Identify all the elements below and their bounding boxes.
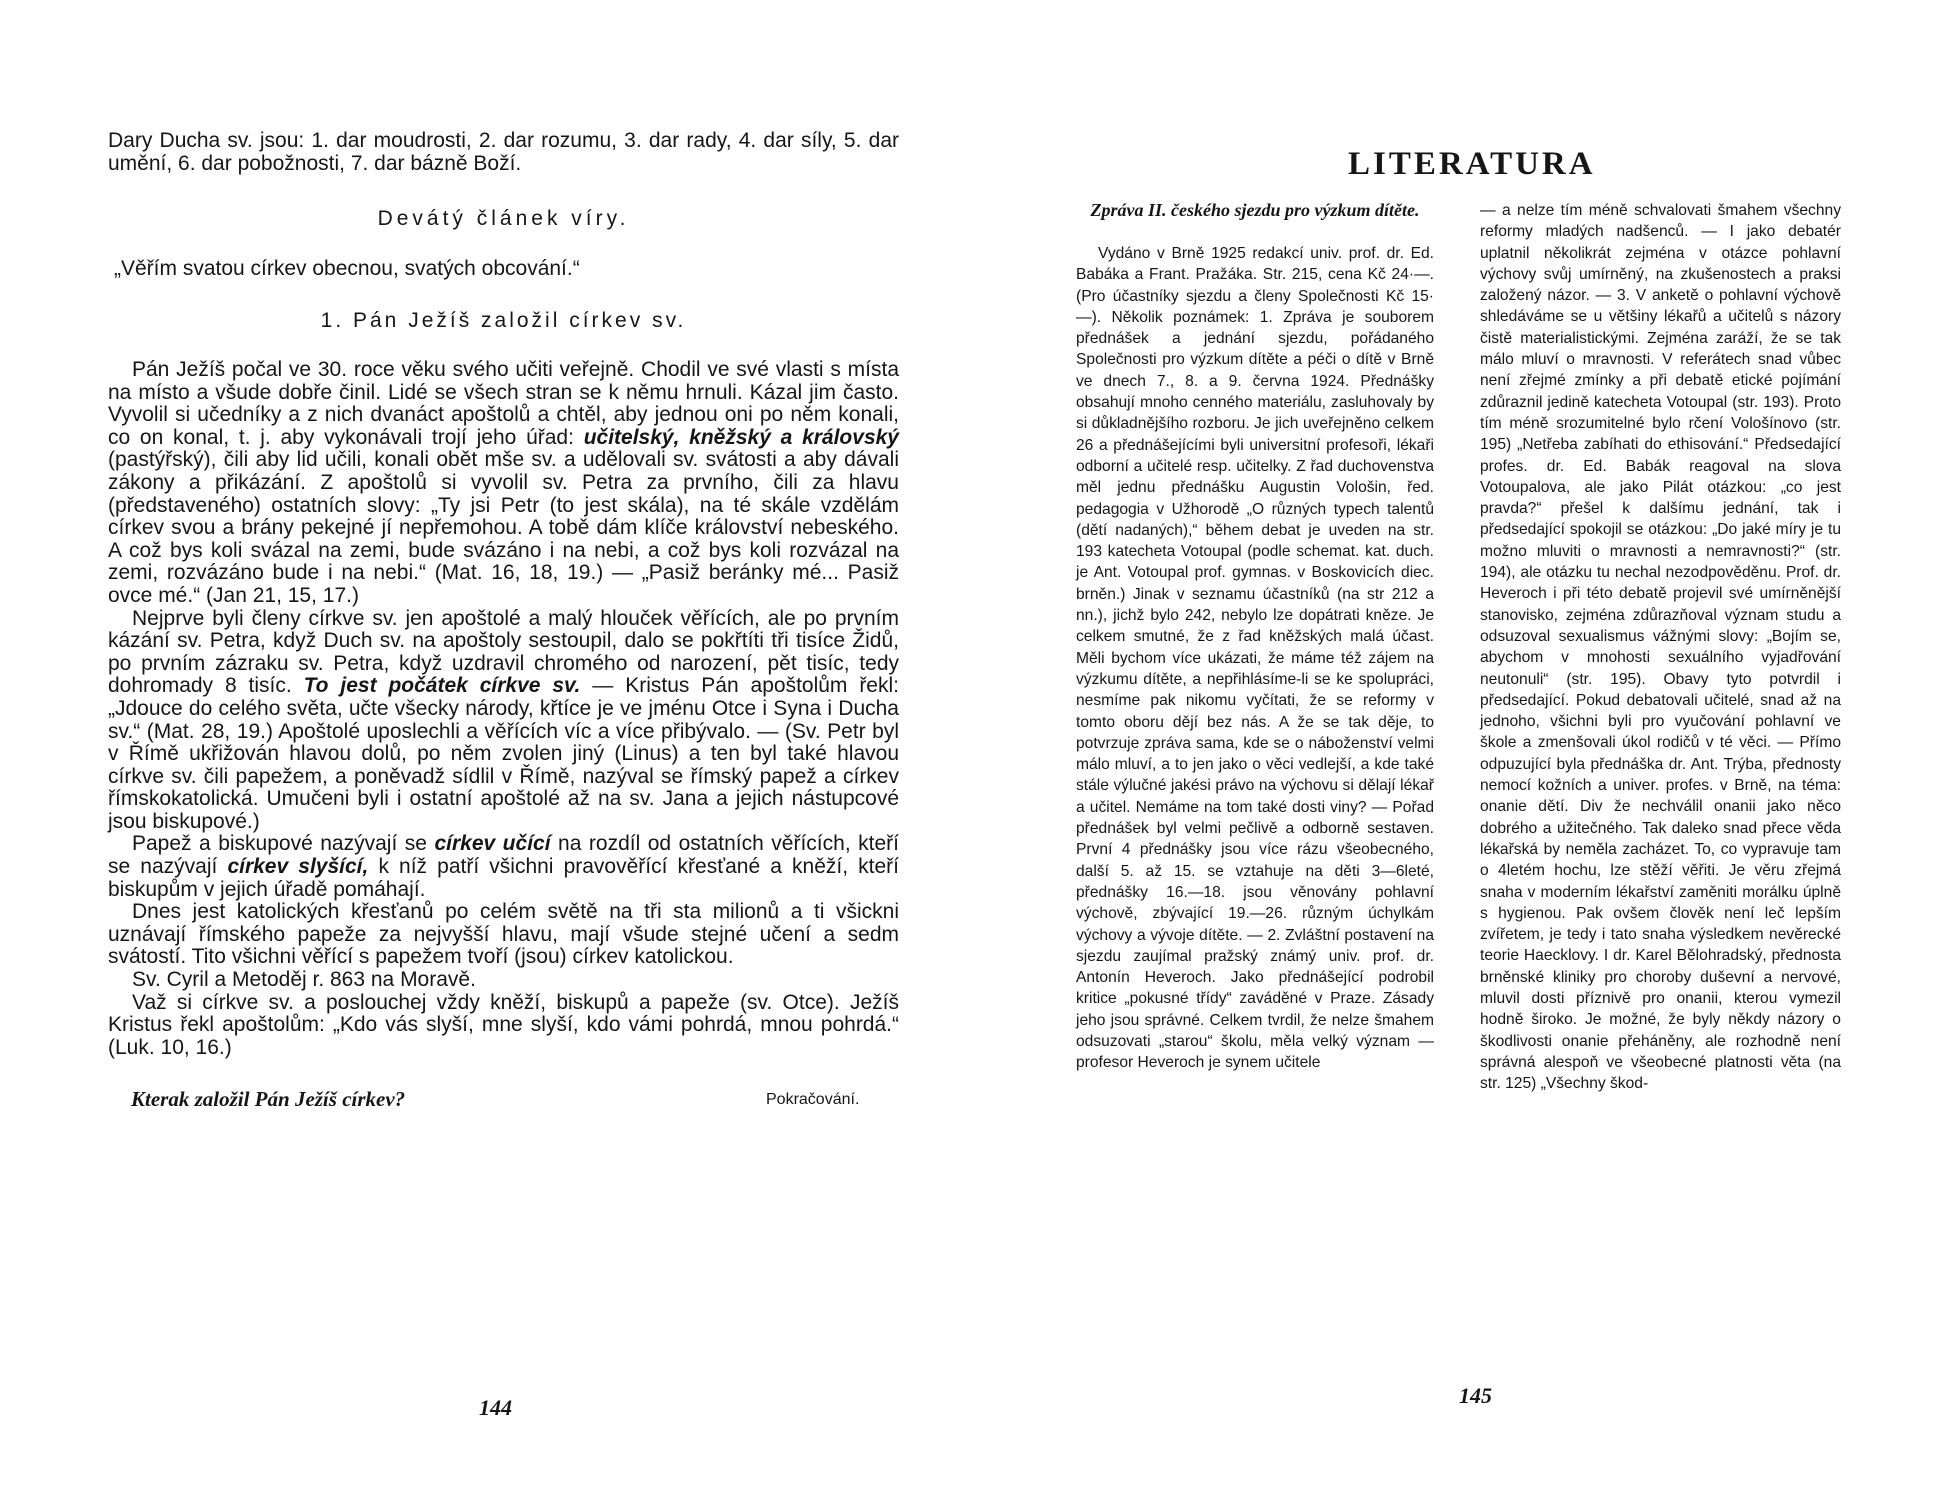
body-paragraph	[108, 833, 899, 901]
continued-note: Pokračování.	[766, 1091, 860, 1108]
emphasis-text: církev slyšící,	[227, 855, 369, 879]
paragraph-text: (pastýřský), čili aby lid učili, konali obět mše sv. a udělovali sv. svátosti a aby dávali zákony a přikázání. Z apoštolů si vyvolil sv. Petra za prvního, čili za hlavu (představeného) ostatních slovy: „Ty jsi Petr (to jest skála), na té skále vzdělám církev svou a brány pekejné jí nepřemohou. A tobě dám klíče království nebeského. A což bys koli svázal na zemi, bude svázáno i na nebi, a což bys koli rozvázal na zemi, rozvázáno bude i na nebi.“ (Mat. 16, 18, 19.) — „Pasiž beránky mé... Pasiž ovce mé.“ (Jan 21, 15, 17.)	[108, 448, 899, 607]
gifts-of-spirit-text	[108, 130, 899, 175]
footer-question: Kterak založil Pán Ježíš církev?	[131, 1087, 406, 1111]
right-page	[976, 0, 1952, 1501]
review-column-left	[1076, 200, 1434, 1074]
paragraph-text: Nejprve byli členy církve sv. jen apoštolé a malý hlouček věřících, ale po prvním kázání sv. Petra, když Duch sv. na apoštoly sestoupil, dalo se pokřtíti tři tisíce Židů, po prvním zázraku sv. Petra, když uzdravil chromého od narození, pět tisíc, tedy dohromady 8 tisíc.	[108, 606, 899, 698]
paragraph-text: k níž patří všichni pravověřící křesťané a kněží, kteří biskupům v jejich úřadě pomáhají.	[108, 855, 899, 901]
body-paragraph	[108, 359, 899, 608]
body-paragraph	[108, 608, 899, 834]
creed-quote: „Věřím svatou církev obecnou, svatých obcování.“	[114, 257, 580, 280]
body-paragraph: Dnes jest katolických křesťanů po celém světě na tři sta milionů a ti všickni uznávají římského papeže za nejvyšší hlavu, mají všude stejné učení a sedm svátostí. Tito všichni věřící s papežem tvoří (jsou) církev katolickou.	[108, 900, 899, 969]
section-heading: 1. Pán Ježíš založil církev sv.	[320, 309, 687, 332]
intro-paragraph: Dary Ducha sv. jsou: 1. dar moudrosti, 2. dar rozumu, 3. dar rady, 4. dar síly, 5. dar umění, 6. dar pobožnosti, 7. dar bázně Boží.	[108, 129, 899, 175]
paragraph-text: — Kristus Pán apoštolům řekl: „Jdouce do celého světa, učte všecky národy, křtíce je ve jménu Otce i Syna i Ducha sv.“ (Mat. 28, 19.) Apoštolé uposlechli a věřících víc a více přibývalo. — (Sv. Petr byl v Římě ukřižován hlavou dolů, po něm zvolen jiný (Linus) a ten byl také hlavou církve sv. čili papežem, a poněvadž sídlil v Římě, nazýval se římský papež a církev římskokatolická. Umučeni byli i ostatní apoštolé až na sv. Jana a jejich nástupcové jsou biskupové.)	[108, 674, 899, 833]
paragraph-text: na rozdíl od ostatních věřících, kteří se nazývají	[108, 832, 899, 879]
paragraph-text: Pán Ježíš počal ve 30. roce věku svého učiti veřejně. Chodil ve své vlasti s místa na místo a všude dobře činil. Lidé se všech stran se k němu hrnuli. Kázal jim často. Vyvolil si učedníky a z nich dvanáct apoštolů a chtěl, aby jednou oni po něm konali, co on konal, t. j. aby vykonávali trojí jeho úřad:	[108, 358, 899, 449]
review-text: Vydáno v Brně 1925 redakcí univ. prof. dr. Ed. Babáka a Frant. Pražáka. Str. 215, cena Kč 24·—. (Pro účastníky sjezdu a členy Společnosti Kč 15·—). Několik poznámek: 1. Zpráva je souborem přednášek a jednání sjezdu, pořádaného Společnosti pro výzkum dítěte a péči o dítě v Brně ve dnech 7., 8. a 9. června 1924. Přednášky obsahují mnoho cenného materiálu, zasluhovaly by si důkladnějšího rozboru. Je jich uveřejněno celkem 26 a přednášejícími byli universitní profesoři, lékaři odborní a učitelé resp. učitelky. Z řad duchovenstva měl jednu přednášku Augustin Vološin, řed. pedagogia v Užhorodě „O různých typech talentů (dětí nadaných),“ během debat je uveden na str. 193 katecheta Votoupal (podle schemat. kat. duch. je Ant. Votoupal prof. gymnas. v Boskovicích diec. brněn.) Jinak v seznamu účastníků (na str 212 a nn.), jichž bylo 242, nebylo lze dopátrati kněze. Je celkem smutné, že z řad kněžských malá účast. Měli bychom více ukázati, že máme též zájem na výzkumu dítěte, a nepřihlásíme-li se ke spolupráci, nesmíme pak nikomu vyčítati, že se reformy v tomto oboru dějí bez nás. A že se tak děje, to potvrzuje zpráva sama, kde se o náboženství velmi málo mluví, a to jen jako o věci vedlejší, a kde také stále výlučné jakési právo na výchovu si dělají lékař a učitel. Nemáme na tom také dosti viny? — Pořad přednášek byl velmi pečlivě a odborně sestaven. První 4 přednášky jsou více rázu všeobecného, další 5. až 15. se vztahuje na děti 3—6leté, přednášky 16.—18. jsou věnovány pohlavní výchově, zbývající 19.—26. různým úchylkám výchovy a vývoje dítěte. — 2. Zvláštní postavení na sjezdu zaujímal pražský známý univ. prof. dr. Antonín Heveroch. Jako přednášející podrobil kritice „pokusné třídy“ zaváděné v Praze. Zásady jeho jsou správné. Celkem tvrdil, že nelze šmahem odsuzovati „starou“ školu, měla velký význam — profesor Heveroch je synem učitele	[1076, 245, 1434, 1072]
page-number: 145	[1459, 1383, 1492, 1408]
emphasis-text: To jest počátek církve sv.	[303, 674, 581, 698]
body-paragraph: Važ si církve sv. a poslouchej vždy kněží, biskupů a papeže (sv. Otce). Ježíš Kristus řekl apoštolům: „Kdo vás slyší, mne slyší, kdo vámi pohrdá, mnou pohrdá.“ (Luk. 10, 16.)	[108, 990, 899, 1059]
paragraph-text: Papež a biskupové nazývají se	[132, 832, 427, 856]
body-paragraph: Sv. Cyril a Metoděj r. 863 na Moravě.	[132, 968, 476, 992]
review-column-right	[1480, 200, 1841, 1094]
article-heading: Devátý článek víry.	[377, 207, 630, 230]
left-body-text	[108, 359, 899, 1059]
emphasis-text: učitelský, kněžský a královský	[583, 425, 899, 449]
emphasis-text: církev učící	[434, 832, 551, 856]
page-number: 144	[479, 1395, 512, 1420]
review-text: — a nelze tím méně schvalovati šmahem všechny reformy mladých nadšenců. — I jako debatér uplatnil několikrát zejména v otázce pohlavní výchovy svůj umírněný, na zkušenostech a praksi založený názor. — 3. V anketě o pohlavní výchově shledáváme se u většiny lékařů a učitelů s názory čistě materialistickými. Zejména zaráží, že se tak málo mluví o mravnosti. V referátech snad vůbec není zřejmé zmínky a při debatě etické pojímání zdůraznil jedině katecheta Votoupal (str. 193). Proto tím méně srozumitelné bylo rčení Vološínovo (str. 195) „Netřeba zabíhati do ethisování.“ Předsedající profes. dr. Ed. Babák reagoval na slova Votoupalova, ale jako Pilát otázkou: „co jest pravda?“ přešel k dalšímu jednání, tak i předsedající spokojil se otázkou: „Do jaké míry je tu možno mluviti o mravnosti a nemravnosti?“ (str. 194), ale otázku tu nechal nezodpověděnu. Prof. dr. Heveroch i při této debatě projevil své umírněnější stanovisko, zejména zdůrazňoval význam studu a odsuzoval sexualismus vážnými slovy: „Bojím se, abychom v mnohosti sexuálního vyjadřování neutonuli“ (str. 195). Obavy tyto potvrdil i předsedající. Pokud debatovali učitelé, snad až na jednoho, všichni byli pro vyučování pohlavní ve škole a zmenšovali úkol rodičů v té věci. — Přímo odpuzující byla přednáška dr. Ant. Trýba, přednosty nemocí kožních a univer. profes. v Brně, na téma: onanie dětí. Div že nechválil onanii jako něco dobrého a užitečného. Tak daleko snad přece věda lékařská by neměla zacházet. To, co vypravuje tam o 4letém hochu, lze stěží věřiti. Je věru zřejmá snaha v moderním lékařství zaměniti morálku úplně s hygienou. Pak ovšem člověk není leč lepším zvířetem, je tedy i tato snaha výsledkem nevěrecké teorie Haecklovy. I dr. Karel Bělohradský, přednosta brněnské kliniky pro choroby duševní a nervové, mluvil dosti příznivě pro onanii, kterou vymezil hodně široko. Je možné, že byly někdy názory o škodlivosti onanie přeháněny, ale rozhodně není správná alespoň ve všeobecné platnosti věta (na str. 125) „Všechny škod-	[1480, 202, 1841, 1093]
section-heading: LITERATURA	[1348, 146, 1596, 182]
review-title: Zpráva II. českého sjezdu pro výzkum dítěte.	[1090, 200, 1420, 220]
